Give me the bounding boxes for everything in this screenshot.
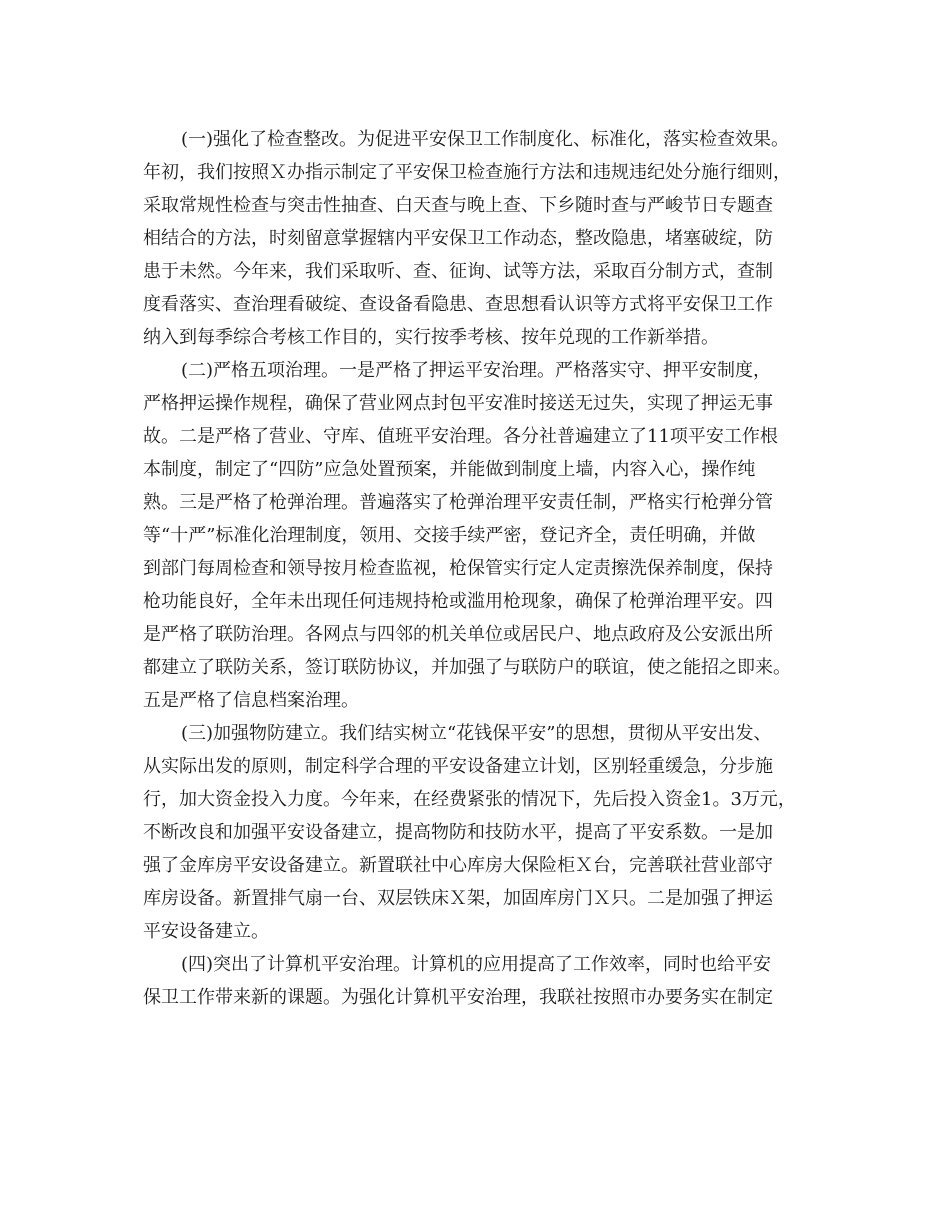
paragraph <box>143 948 813 1014</box>
text-line: 五是严格了信息档案治理。 <box>143 690 359 711</box>
text-line: 平安设备建立。 <box>143 921 269 942</box>
text-line: 强了金库房平安设备建立。新置联社中心库房大保险柜Ｘ台，完善联社营业部守 <box>143 855 773 876</box>
text-line: (四)突出了计算机平安治理。计算机的应用提高了工作效率，同时也给平安 <box>181 954 772 975</box>
document-body <box>143 123 813 1014</box>
text-line: 年初，我们按照Ｘ办指示制定了平安保卫检查施行方法和违规违纪处分施行细则， <box>143 162 791 183</box>
text-line: (二)严格五项治理。一是严格了押运平安治理。严格落实守、押平安制度， <box>181 360 772 381</box>
text-line: 纳入到每季综合考核工作目的，实行按季考核、按年兑现的工作新举措。 <box>143 327 719 348</box>
text-line: 都建立了联防关系，签订联防协议，并加强了与联防户的联谊，使之能招之即来。 <box>143 657 791 678</box>
text-line: 是严格了联防治理。各网点与四邻的机关单位或居民户、地点政府及公安派出所 <box>143 624 773 645</box>
text-line: 枪功能良好，全年未出现任何违规持枪或滥用枪现象，确保了枪弹治理平安。四 <box>143 591 773 612</box>
text-line: 严格押运操作规程，确保了营业网点封包平安准时接送无过失，实现了押运无事 <box>143 393 773 414</box>
text-line: 等“十严”标准化治理制度，领用、交接手续严密，登记齐全，责任明确，并做 <box>143 525 756 546</box>
text-line: 本制度，制定了“四防”应急处置预案，并能做到制度上墙，内容入心，操作纯 <box>143 459 756 480</box>
text-line: 不断改良和加强平安设备建立，提高物防和技防水平，提高了平安系数。一是加 <box>143 822 773 843</box>
text-line: 到部门每周检查和领导按月检查监视，枪保管实行定人定责擦洗保养制度，保持 <box>143 558 773 579</box>
text-line: 患于未然。今年来，我们采取听、查、征询、试等方法，采取百分制方式，查制 <box>143 261 773 282</box>
text-line: 熟。三是严格了枪弹治理。普遍落实了枪弹治理平安责任制，严格实行枪弹分管 <box>143 492 773 513</box>
paragraph <box>143 354 813 717</box>
text-line: 库房设备。新置排气扇一台、双层铁床Ｘ架，加固库房门Ｘ只。二是加强了押运 <box>143 888 773 909</box>
text-line: (三)加强物防建立。我们结实树立“花钱保平安”的思想，贯彻从平安出发、 <box>181 723 772 744</box>
text-line: 度看落实、查治理看破绽、查设备看隐患、查思想看认识等方式将平安保卫工作 <box>143 294 773 315</box>
paragraph <box>143 717 813 948</box>
paragraph <box>143 123 813 354</box>
text-line: (一)强化了检查整改。为促进平安保卫工作制度化、标准化，落实检查效果。 <box>181 129 790 150</box>
text-line: 从实际出发的原则，制定科学合理的平安设备建立计划，区别轻重缓急，分步施 <box>143 756 773 777</box>
text-line: 采取常规性检查与突击性抽查、白天查与晚上查、下乡随时查与严峻节日专题查 <box>143 195 773 216</box>
text-line: 行，加大资金投入力度。今年来，在经费紧张的情况下，先后投入资金1。3万元， <box>143 789 796 810</box>
text-line: 保卫工作带来新的课题。为强化计算机平安治理，我联社按照市办要务实在制定 <box>143 987 773 1008</box>
text-line: 相结合的方法，时刻留意掌握辖内平安保卫工作动态，整改隐患，堵塞破绽，防 <box>143 228 773 249</box>
text-line: 故。二是严格了营业、守库、值班平安治理。各分社普遍建立了11项平安工作根 <box>143 426 778 447</box>
